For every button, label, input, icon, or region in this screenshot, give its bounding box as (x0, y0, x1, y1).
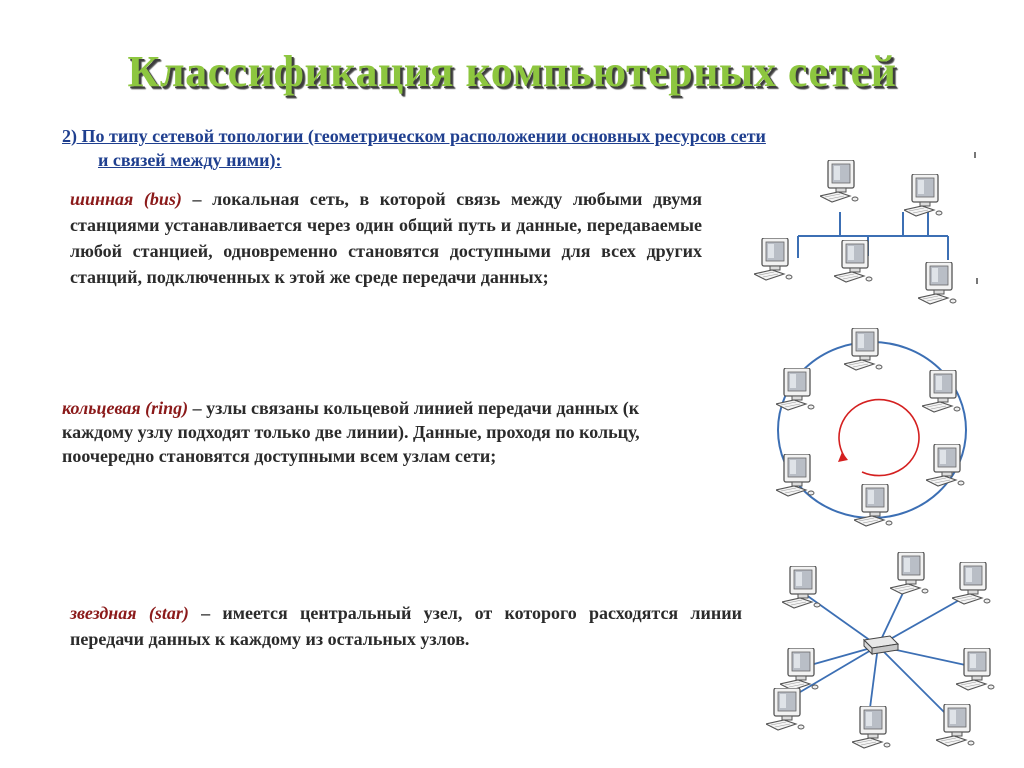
subtitle-line-2: и связей между ними): (98, 150, 282, 170)
ring-description (62, 396, 702, 468)
computer-workstation-icon (776, 368, 814, 410)
star-text: – имеется центральный узел, от которого расходятся линии передачи данных к каждому из остальных узлов. (70, 603, 742, 649)
star-term: звездная (star) (70, 603, 189, 623)
computer-workstation-icon (952, 562, 990, 604)
computer-workstation-icon (890, 552, 928, 594)
bus-description (70, 186, 702, 290)
subtitle-line-1: 2) По типу сетевой топологии (геометрическом расположении основных ресурсов сети (62, 126, 766, 146)
ring-text: – узлы связаны кольцевой линией передачи данных (к каждому узлу подходят только две линии). Данные, проходя по кольцу, поочередно становятся доступными всем узлам сети; (62, 398, 640, 466)
ring-term: кольцевая (ring) (62, 398, 189, 418)
computer-workstation-icon (904, 174, 942, 216)
computer-workstation-icon (922, 370, 960, 412)
bus-term: шинная (bus) (70, 189, 182, 209)
computer-workstation-icon (820, 160, 858, 202)
star-topology-diagram (760, 548, 1000, 758)
bus-topology-diagram (748, 150, 988, 325)
bus-text: – локальная сеть, в которой связь между любыми двумя станциями устанавливается через один общий путь и данные, передаваемые любой станцией, одновременно становятся доступными для всех других станций, подключенных к этой же среде передачи данных; (70, 189, 702, 287)
ring-topology-diagram (762, 326, 990, 536)
computer-workstation-icon (776, 454, 814, 496)
slide-title: Классификация компьютерных сетей (127, 47, 897, 96)
computer-workstation-icon (766, 688, 804, 730)
computer-workstation-icon (780, 648, 818, 690)
computer-workstation-icon (754, 238, 792, 280)
computer-workstation-icon (854, 484, 892, 526)
computer-workstation-icon (956, 648, 994, 690)
computer-workstation-icon (918, 262, 956, 304)
computer-workstation-icon (852, 706, 890, 748)
computer-workstation-icon (844, 328, 882, 370)
computer-workstation-icon (834, 240, 872, 282)
star-description (70, 600, 742, 652)
computer-workstation-icon (926, 444, 964, 486)
